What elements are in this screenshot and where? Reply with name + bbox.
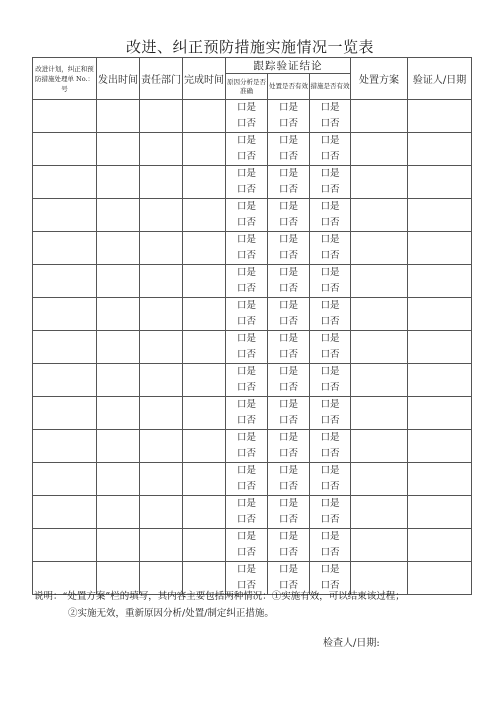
option-no[interactable]: 口否 (320, 349, 340, 360)
table-cell[interactable] (351, 529, 408, 562)
table-cell[interactable] (33, 496, 97, 529)
option-no[interactable]: 口否 (236, 316, 256, 327)
table-cell[interactable] (97, 133, 140, 166)
table-row (33, 364, 472, 397)
table-cell[interactable] (183, 265, 226, 298)
option-yes[interactable]: 口是 (278, 102, 298, 113)
verify-options (226, 430, 268, 463)
verify-options (310, 496, 351, 529)
table-cell[interactable] (97, 397, 140, 430)
table-cell[interactable] (33, 133, 97, 166)
table-row (33, 397, 472, 430)
option-no[interactable]: 口否 (236, 184, 256, 195)
table-row (33, 430, 472, 463)
option-no[interactable]: 口否 (236, 514, 256, 525)
verify-options (226, 331, 268, 364)
table-cell[interactable] (408, 298, 472, 331)
option-yes[interactable]: 口是 (278, 300, 298, 311)
verify-options (268, 232, 310, 265)
option-yes[interactable]: 口是 (320, 102, 340, 113)
verify-options (226, 364, 268, 397)
table-cell[interactable] (351, 364, 408, 397)
option-yes[interactable]: 口是 (278, 465, 298, 476)
table-cell[interactable] (408, 133, 472, 166)
table-cell[interactable] (33, 166, 97, 199)
table-cell[interactable] (140, 100, 183, 133)
option-yes[interactable]: 口是 (278, 564, 298, 575)
table-cell[interactable] (97, 331, 140, 364)
header-plan: 改进计划，纠正和预防措施处理单 No.：号 (33, 58, 97, 100)
verify-options (310, 133, 351, 166)
table-cell[interactable] (351, 232, 408, 265)
option-yes[interactable]: 口是 (320, 234, 340, 245)
option-no[interactable]: 口否 (278, 316, 298, 327)
option-yes[interactable]: 口是 (236, 333, 256, 344)
table-cell[interactable] (408, 232, 472, 265)
table-cell[interactable] (97, 430, 140, 463)
option-no[interactable]: 口否 (236, 547, 256, 558)
note-line-2: ②实施无效，重新原因分析/处置/制定纠正措施。 (68, 608, 274, 619)
verify-options (226, 463, 268, 496)
verify-options (268, 298, 310, 331)
verify-options (310, 298, 351, 331)
option-no[interactable]: 口否 (236, 118, 256, 129)
option-no[interactable]: 口否 (278, 415, 298, 426)
option-yes[interactable]: 口是 (278, 531, 298, 542)
table-cell[interactable] (33, 100, 97, 133)
option-no[interactable]: 口否 (236, 151, 256, 162)
table-cell[interactable] (351, 496, 408, 529)
table-cell[interactable] (183, 397, 226, 430)
header-issue-time: 发出时间 (97, 58, 140, 100)
table-cell[interactable] (97, 100, 140, 133)
table-row (33, 232, 472, 265)
option-yes[interactable]: 口是 (236, 135, 256, 146)
option-no[interactable]: 口否 (320, 184, 340, 195)
table-cell[interactable] (408, 430, 472, 463)
table-cell[interactable] (33, 430, 97, 463)
table-row (33, 166, 472, 199)
table-cell[interactable] (351, 397, 408, 430)
page-title: 改进、纠正预防措施实施情况一览表 (125, 38, 374, 56)
table-cell[interactable] (97, 232, 140, 265)
option-no[interactable]: 口否 (278, 481, 298, 492)
header-plan-col: 处置方案 (351, 58, 408, 100)
option-no[interactable]: 口否 (236, 349, 256, 360)
verify-options (268, 397, 310, 430)
option-yes[interactable]: 口是 (236, 267, 256, 278)
verify-options (268, 265, 310, 298)
verify-options (226, 100, 268, 133)
verify-options (268, 100, 310, 133)
table-cell[interactable] (140, 397, 183, 430)
option-yes[interactable]: 口是 (320, 333, 340, 344)
option-yes[interactable]: 口是 (320, 135, 340, 146)
option-yes[interactable]: 口是 (320, 564, 340, 575)
verify-options (310, 463, 351, 496)
table-cell[interactable] (183, 100, 226, 133)
option-yes[interactable]: 口是 (236, 432, 256, 443)
table-cell[interactable] (351, 199, 408, 232)
option-no[interactable]: 口否 (278, 547, 298, 558)
option-yes[interactable]: 口是 (278, 168, 298, 179)
table-cell[interactable] (97, 496, 140, 529)
table-cell[interactable] (140, 529, 183, 562)
option-no[interactable]: 口否 (278, 448, 298, 459)
option-yes[interactable]: 口是 (236, 366, 256, 377)
option-yes[interactable]: 口是 (236, 102, 256, 113)
table-cell[interactable] (183, 166, 226, 199)
verify-options (226, 397, 268, 430)
table-cell[interactable] (183, 529, 226, 562)
option-no[interactable]: 口否 (320, 514, 340, 525)
option-yes[interactable]: 口是 (236, 300, 256, 311)
verify-options (310, 529, 351, 562)
verify-options (268, 364, 310, 397)
option-yes[interactable]: 口是 (236, 168, 256, 179)
option-no[interactable]: 口否 (320, 118, 340, 129)
option-no[interactable]: 口否 (278, 349, 298, 360)
table-cell[interactable] (351, 166, 408, 199)
option-yes[interactable]: 口是 (320, 201, 340, 212)
table-cell[interactable] (183, 298, 226, 331)
verify-options (268, 496, 310, 529)
option-yes[interactable]: 口是 (278, 135, 298, 146)
option-yes[interactable]: 口是 (320, 300, 340, 311)
verify-options (310, 199, 351, 232)
option-yes[interactable]: 口是 (236, 531, 256, 542)
table-cell[interactable] (140, 430, 183, 463)
verify-options (226, 529, 268, 562)
option-yes[interactable]: 口是 (236, 564, 256, 575)
verify-options (226, 166, 268, 199)
table-cell[interactable] (33, 364, 97, 397)
table-cell[interactable] (408, 463, 472, 496)
option-yes[interactable]: 口是 (278, 201, 298, 212)
table-row (33, 463, 472, 496)
option-no[interactable]: 口否 (278, 151, 298, 162)
table-cell[interactable] (33, 298, 97, 331)
option-yes[interactable]: 口是 (236, 201, 256, 212)
option-yes[interactable]: 口是 (278, 399, 298, 410)
option-no[interactable]: 口否 (320, 250, 340, 261)
table-cell[interactable] (140, 331, 183, 364)
table-row (33, 331, 472, 364)
option-no[interactable]: 口否 (278, 118, 298, 129)
option-no[interactable]: 口否 (278, 184, 298, 195)
option-yes[interactable]: 口是 (278, 366, 298, 377)
table-cell[interactable] (140, 364, 183, 397)
table-row (33, 199, 472, 232)
option-no[interactable]: 口否 (320, 481, 340, 492)
option-no[interactable]: 口否 (278, 250, 298, 261)
option-no[interactable]: 口否 (320, 547, 340, 558)
option-no[interactable]: 口否 (236, 481, 256, 492)
verify-options (226, 232, 268, 265)
option-yes[interactable]: 口是 (278, 498, 298, 509)
option-yes[interactable]: 口是 (320, 531, 340, 542)
table-cell[interactable] (408, 562, 472, 595)
option-no[interactable]: 口否 (278, 382, 298, 393)
option-no[interactable]: 口否 (236, 382, 256, 393)
table-cell[interactable] (408, 265, 472, 298)
verify-options (310, 397, 351, 430)
header-done-time: 完成时间 (183, 58, 226, 100)
option-yes[interactable]: 口是 (278, 234, 298, 245)
table-cell[interactable] (33, 232, 97, 265)
table-cell[interactable] (97, 529, 140, 562)
option-yes[interactable]: 口是 (236, 399, 256, 410)
table-cell[interactable] (408, 331, 472, 364)
option-yes[interactable]: 口是 (320, 465, 340, 476)
table-cell[interactable] (140, 265, 183, 298)
table-cell[interactable] (140, 463, 183, 496)
table-row (33, 265, 472, 298)
option-no[interactable]: 口否 (320, 151, 340, 162)
option-no[interactable]: 口否 (236, 217, 256, 228)
table-cell[interactable] (97, 463, 140, 496)
table-cell[interactable] (351, 265, 408, 298)
table-cell[interactable] (183, 199, 226, 232)
table-cell[interactable] (33, 529, 97, 562)
verify-options (226, 496, 268, 529)
option-no[interactable]: 口否 (278, 217, 298, 228)
verify-options (268, 331, 310, 364)
note (34, 588, 405, 622)
option-yes[interactable]: 口是 (278, 432, 298, 443)
option-yes[interactable]: 口是 (320, 366, 340, 377)
table-cell[interactable] (408, 166, 472, 199)
option-no[interactable]: 口否 (236, 415, 256, 426)
header-sub-cause: 原因分析是否准确 (226, 74, 268, 100)
table-cell[interactable] (183, 331, 226, 364)
verify-options (310, 100, 351, 133)
verify-options (310, 331, 351, 364)
option-yes[interactable]: 口是 (236, 465, 256, 476)
checker-label: 检查人/日期: (323, 638, 380, 649)
table-cell[interactable] (140, 199, 183, 232)
verify-options (226, 133, 268, 166)
option-no[interactable]: 口否 (278, 283, 298, 294)
table-cell[interactable] (33, 199, 97, 232)
table-cell[interactable] (351, 331, 408, 364)
table-cell[interactable] (408, 364, 472, 397)
option-no[interactable]: 口否 (320, 217, 340, 228)
option-yes[interactable]: 口是 (320, 267, 340, 278)
table-row (33, 133, 472, 166)
header-sub-measure: 措施是否有效 (310, 74, 351, 100)
table-cell[interactable] (33, 397, 97, 430)
table-row (33, 298, 472, 331)
header-verify-group: 跟踪验证结论 (226, 58, 351, 74)
table-cell[interactable] (351, 298, 408, 331)
option-yes[interactable]: 口是 (320, 168, 340, 179)
verify-options (226, 265, 268, 298)
option-no[interactable]: 口否 (236, 250, 256, 261)
verify-options (310, 166, 351, 199)
option-no[interactable]: 口否 (278, 514, 298, 525)
option-yes[interactable]: 口是 (320, 432, 340, 443)
option-yes[interactable]: 口是 (236, 498, 256, 509)
option-no[interactable]: 口否 (278, 580, 298, 591)
table-cell[interactable] (408, 496, 472, 529)
table-cell[interactable] (408, 199, 472, 232)
table-cell[interactable] (408, 397, 472, 430)
verify-options (226, 199, 268, 232)
option-no[interactable]: 口否 (236, 580, 256, 591)
verify-options (310, 265, 351, 298)
table-cell[interactable] (97, 199, 140, 232)
table-cell[interactable] (408, 100, 472, 133)
table-cell[interactable] (140, 298, 183, 331)
option-no[interactable]: 口否 (236, 283, 256, 294)
option-yes[interactable]: 口是 (278, 267, 298, 278)
option-yes[interactable]: 口是 (320, 399, 340, 410)
header-sub-disposal: 处置是否有效 (268, 74, 310, 100)
table-cell[interactable] (183, 430, 226, 463)
table-cell[interactable] (183, 463, 226, 496)
option-yes[interactable]: 口是 (278, 333, 298, 344)
table-cell[interactable] (183, 232, 226, 265)
header-verifier: 验证人/日期 (408, 58, 472, 100)
option-no[interactable]: 口否 (320, 316, 340, 327)
table-cell[interactable] (183, 364, 226, 397)
table-row (33, 496, 472, 529)
table-cell[interactable] (97, 364, 140, 397)
note-line-1: 说明：“处置方案”栏的填写，其内容主要包括两种情况：①实施有效，可以结束该过程； (34, 591, 405, 602)
verify-options (268, 133, 310, 166)
verify-options (226, 298, 268, 331)
table-cell[interactable] (408, 529, 472, 562)
table-cell[interactable] (351, 100, 408, 133)
verify-options (310, 232, 351, 265)
table-cell[interactable] (97, 298, 140, 331)
verify-options (268, 529, 310, 562)
option-yes[interactable]: 口是 (320, 498, 340, 509)
verify-options (268, 463, 310, 496)
verify-options (310, 364, 351, 397)
verify-options (268, 199, 310, 232)
table-cell[interactable] (140, 166, 183, 199)
table-cell[interactable] (183, 133, 226, 166)
option-no[interactable]: 口否 (320, 415, 340, 426)
option-yes[interactable]: 口是 (236, 234, 256, 245)
table-cell[interactable] (140, 232, 183, 265)
table-cell[interactable] (97, 166, 140, 199)
table-cell[interactable] (351, 430, 408, 463)
table-cell[interactable] (351, 133, 408, 166)
table-row (33, 529, 472, 562)
record-table (32, 57, 472, 595)
table-cell[interactable] (33, 331, 97, 364)
option-no[interactable]: 口否 (320, 283, 340, 294)
table-cell[interactable] (33, 265, 97, 298)
table-cell[interactable] (351, 463, 408, 496)
option-no[interactable]: 口否 (236, 448, 256, 459)
option-no[interactable]: 口否 (320, 448, 340, 459)
header-dept: 责任部门 (140, 58, 183, 100)
table-cell[interactable] (183, 496, 226, 529)
verify-options (268, 430, 310, 463)
verify-options (310, 430, 351, 463)
table-cell[interactable] (140, 133, 183, 166)
option-no[interactable]: 口否 (320, 382, 340, 393)
table-row (33, 100, 472, 133)
verify-options (268, 166, 310, 199)
table-cell[interactable] (33, 463, 97, 496)
table-cell[interactable] (140, 496, 183, 529)
table-cell[interactable] (97, 265, 140, 298)
option-no[interactable]: 口否 (320, 580, 340, 591)
